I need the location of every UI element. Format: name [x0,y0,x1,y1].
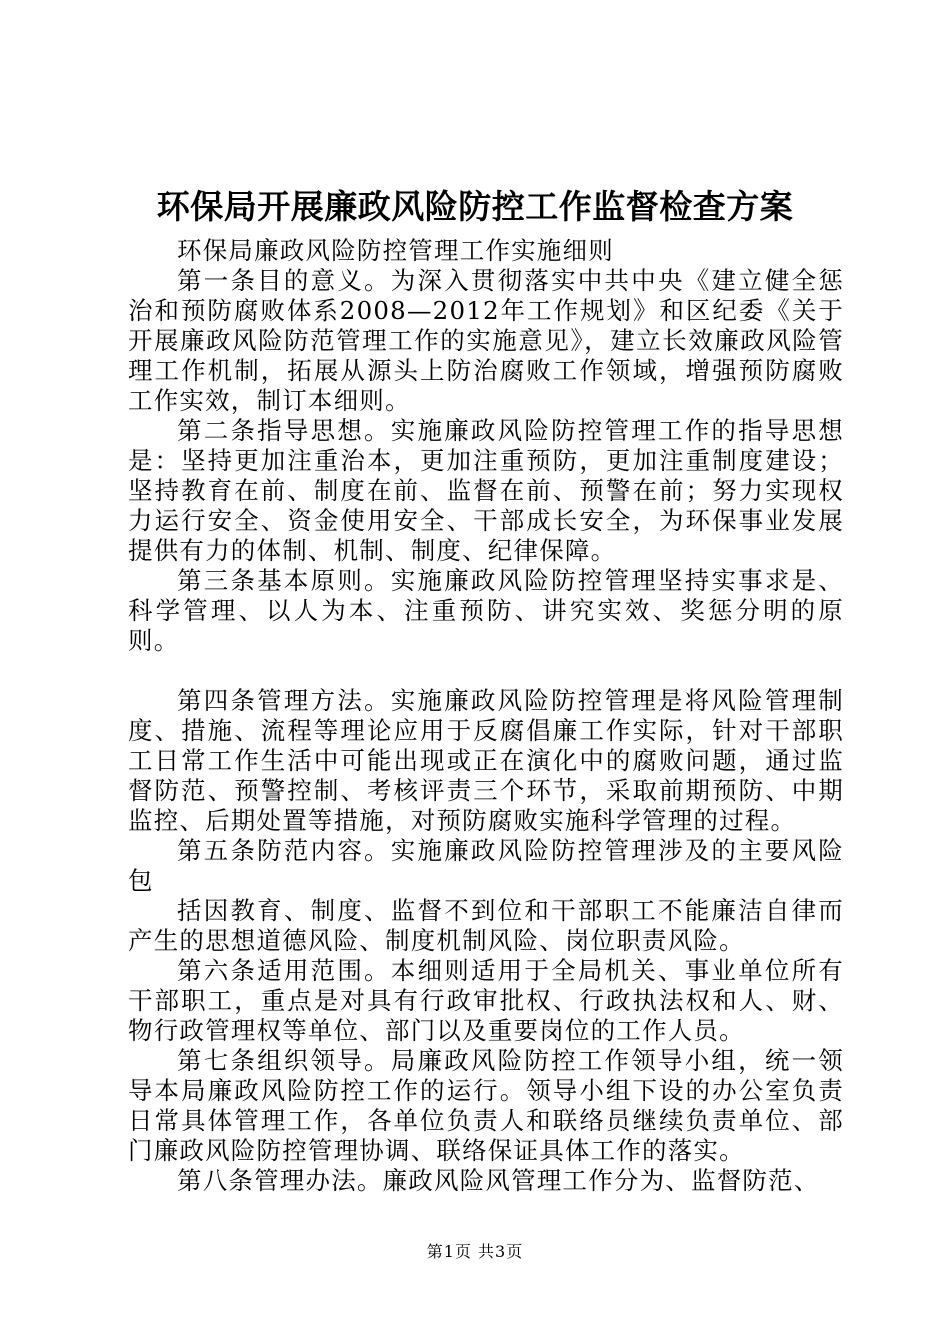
paragraph-article-5: 第五条防范内容。实施廉政风险防控管理涉及的主要风险包 [128,836,844,895]
paragraph-article-7: 第七条组织领导。局廉政风险防控工作领导小组，统一领导本局廉政风险防控工作的运行。领导小组下设的办公室负责日常具体管理工作，各单位负责人和联络员继续负责单位、部门廉政风险防控管理协调、联络保证具体工作的落实。 [128,1046,844,1165]
document-title: 环保局开展廉政风险防控工作监督检查方案 [156,187,794,226]
paragraph-article-5-cont: 括因教育、制度、监督不到位和干部职工不能廉洁自律而产生的思想道德风险、制度机制风险、岗位职责风险。 [128,896,844,955]
document-body [128,236,844,1196]
paragraph-subtitle: 环保局廉政风险防控管理工作实施细则 [177,236,614,265]
paragraph-article-4: 第四条管理方法。实施廉政风险防控管理是将风险管理制度、措施、流程等理论应用于反腐倡廉工作实际，针对干部职工日常工作生活中可能出现或正在演化中的腐败问题，通过监督防范、预警控制、考核评责三个环节，采取前期预防、中期监控、后期处置等措施，对预防腐败实施科学管理的过程。 [128,686,844,835]
paragraph-article-1: 第一条目的意义。为深入贯彻落实中共中央《建立健全惩治和预防腐败体系2008—2012年工作规划》和区纪委《关于开展廉政风险防范管理工作的实施意见》，建立长效廉政风险管理工作机制，拓展从源头上防治腐败工作领域，增强预防腐败工作实效，制订本细则。 [128,266,844,415]
paragraph-article-8: 第八条管理办法。廉政风险风管理工作分为、监督防范、 [177,1166,820,1195]
paragraph-article-2: 第二条指导思想。实施廉政风险防控管理工作的指导思想是：坚持更加注重治本，更加注重预防，更加注重制度建设；坚持教育在前、制度在前、监督在前、预警在前；努力实现权力运行安全、资金使用安全、干部成长安全，为环保事业发展提供有力的体制、机制、制度、纪律保障。 [128,416,844,565]
paragraph-article-6: 第六条适用范围。本细则适用于全局机关、事业单位所有干部职工，重点是对具有行政审批权、行政执法权和人、财、物行政管理权等单位、部门以及重要岗位的工作人员。 [128,956,844,1045]
page-footer: 第1页 共3页 [426,1242,524,1261]
paragraph-article-3: 第三条基本原则。实施廉政风险防控管理坚持实事求是、科学管理、以人为本、注重预防、讲究实效、奖惩分明的原则。 [128,566,844,655]
